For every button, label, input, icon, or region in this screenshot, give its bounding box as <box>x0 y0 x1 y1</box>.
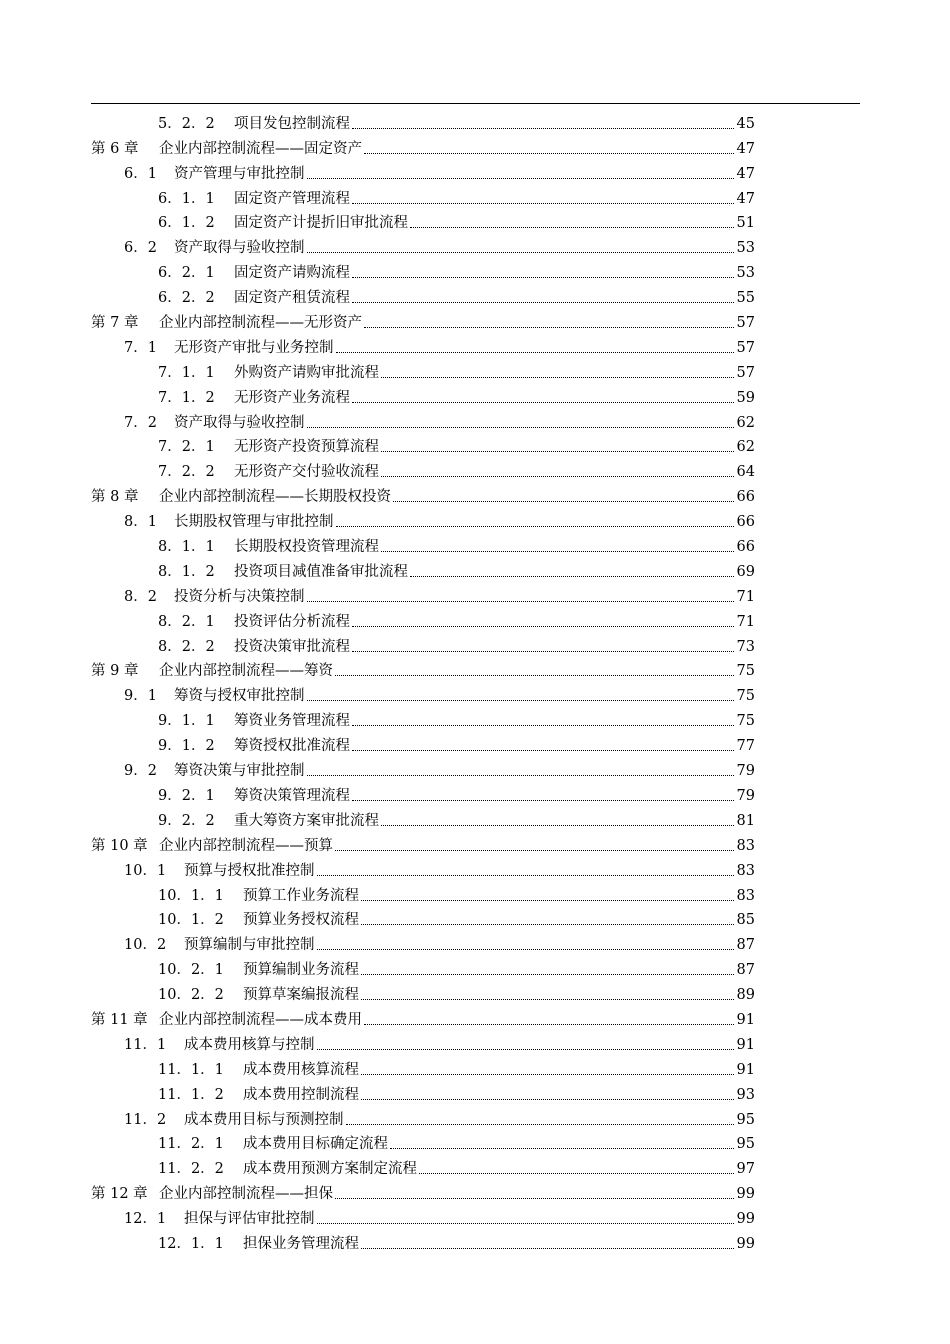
toc-leader-dots <box>352 302 734 303</box>
toc-entry-title: 固定资产管理流程 <box>234 190 350 207</box>
toc-entry-number: 6．1．2 <box>158 215 215 232</box>
toc-entry-title: 企业内部控制流程——无形资产 <box>159 315 362 332</box>
toc-leader-dots <box>352 402 734 403</box>
toc-entry-number: 第 7 章 <box>91 315 139 332</box>
toc-entry-page: 87 <box>736 962 755 979</box>
toc-subsection-entry[interactable] <box>91 780 755 805</box>
toc-entry-page: 93 <box>736 1086 755 1103</box>
toc-leader-dots <box>346 1124 734 1125</box>
toc-entry-page: 66 <box>736 514 755 531</box>
toc-entry-title: 预算草案编报流程 <box>243 987 359 1004</box>
toc-subsection-entry[interactable] <box>91 108 755 133</box>
toc-subsection-entry[interactable] <box>91 905 755 930</box>
toc-section-entry[interactable] <box>91 332 755 357</box>
toc-subsection-entry[interactable] <box>91 1079 755 1104</box>
toc-leader-dots <box>390 1148 734 1149</box>
toc-section-entry[interactable] <box>91 1029 755 1054</box>
toc-entry-title: 预算编制业务流程 <box>243 962 359 979</box>
toc-subsection-entry[interactable] <box>91 208 755 233</box>
toc-entry-number: 8．2 <box>124 588 157 605</box>
toc-leader-dots <box>419 1173 734 1174</box>
toc-entry-page: 79 <box>736 763 755 780</box>
toc-leader-dots <box>317 949 734 950</box>
toc-entry-page: 47 <box>736 140 755 157</box>
toc-subsection-entry[interactable] <box>91 730 755 755</box>
toc-entry-number: 7．2．2 <box>158 464 215 481</box>
toc-entry-page: 83 <box>736 837 755 854</box>
toc-entry-number: 8．2．2 <box>158 638 215 655</box>
toc-entry-number: 第 8 章 <box>91 489 139 506</box>
toc-entry-title: 担保与评估审批控制 <box>184 1211 315 1228</box>
toc-leader-dots <box>410 227 734 228</box>
toc-section-entry[interactable] <box>91 1203 755 1228</box>
toc-subsection-entry[interactable] <box>91 432 755 457</box>
toc-entry-number: 8．1．1 <box>158 539 215 556</box>
toc-leader-dots <box>352 800 734 801</box>
toc-entry-title: 无形资产投资预算流程 <box>234 439 379 456</box>
toc-entry-page: 53 <box>736 240 755 257</box>
toc-entry-title: 投资分析与决策控制 <box>174 588 305 605</box>
toc-entry-title: 企业内部控制流程——预算 <box>159 837 333 854</box>
toc-entry-number: 11．2．1 <box>158 1136 224 1153</box>
table-of-contents <box>91 108 755 1253</box>
toc-leader-dots <box>307 252 734 253</box>
toc-leader-dots <box>352 626 734 627</box>
toc-leader-dots <box>335 1198 734 1199</box>
toc-entry-title: 重大筹资方案审批流程 <box>234 812 379 829</box>
toc-entry-number: 10．1．1 <box>158 887 224 904</box>
toc-entry-page: 99 <box>736 1186 755 1203</box>
toc-entry-number: 6．2 <box>124 240 157 257</box>
toc-entry-page: 99 <box>736 1211 755 1228</box>
toc-entry-page: 71 <box>736 588 755 605</box>
toc-leader-dots <box>364 327 734 328</box>
toc-leader-dots <box>361 924 734 925</box>
toc-entry-number: 12．1 <box>124 1211 167 1228</box>
toc-entry-page: 57 <box>736 339 755 356</box>
toc-entry-page: 59 <box>736 389 755 406</box>
toc-subsection-entry[interactable] <box>91 606 755 631</box>
toc-entry-title: 资产取得与验收控制 <box>174 240 305 257</box>
toc-entry-page: 53 <box>736 265 755 282</box>
toc-entry-page: 47 <box>736 190 755 207</box>
toc-subsection-entry[interactable] <box>91 979 755 1004</box>
toc-entry-title: 预算与授权批准控制 <box>184 862 315 879</box>
toc-entry-number: 8．1．2 <box>158 563 215 580</box>
toc-entry-page: 91 <box>736 1011 755 1028</box>
toc-entry-title: 固定资产请购流程 <box>234 265 350 282</box>
toc-subsection-entry[interactable] <box>91 1153 755 1178</box>
toc-leader-dots <box>364 1024 734 1025</box>
toc-section-entry[interactable] <box>91 158 755 183</box>
toc-leader-dots <box>335 850 734 851</box>
toc-subsection-entry[interactable] <box>91 456 755 481</box>
toc-entry-number: 10．1．2 <box>158 912 224 929</box>
toc-entry-number: 11．2．2 <box>158 1161 224 1178</box>
toc-section-entry[interactable] <box>91 407 755 432</box>
toc-entry-title: 筹资授权批准流程 <box>234 738 350 755</box>
toc-entry-title: 企业内部控制流程——长期股权投资 <box>159 489 391 506</box>
toc-leader-dots <box>361 1248 734 1249</box>
toc-entry-title: 成本费用目标确定流程 <box>243 1136 388 1153</box>
toc-chapter-entry[interactable] <box>91 481 755 506</box>
toc-entry-title: 长期股权投资管理流程 <box>234 539 379 556</box>
toc-entry-title: 担保业务管理流程 <box>243 1235 359 1252</box>
toc-subsection-entry[interactable] <box>91 282 755 307</box>
toc-entry-title: 企业内部控制流程——筹资 <box>159 663 333 680</box>
toc-section-entry[interactable] <box>91 232 755 257</box>
toc-entry-title: 企业内部控制流程——成本费用 <box>159 1011 362 1028</box>
toc-entry-title: 资产管理与审批控制 <box>174 165 305 182</box>
toc-chapter-entry[interactable] <box>91 656 755 681</box>
toc-entry-page: 91 <box>736 1036 755 1053</box>
toc-leader-dots <box>381 451 734 452</box>
toc-leader-dots <box>336 352 734 353</box>
toc-entry-number: 9．1．2 <box>158 738 215 755</box>
toc-entry-number: 第 12 章 <box>91 1186 148 1203</box>
toc-entry-number: 10．2 <box>124 937 167 954</box>
toc-entry-number: 11．1．1 <box>158 1061 224 1078</box>
toc-entry-page: 97 <box>736 1161 755 1178</box>
toc-subsection-entry[interactable] <box>91 382 755 407</box>
toc-entry-title: 企业内部控制流程——担保 <box>159 1186 333 1203</box>
toc-entry-title: 筹资决策管理流程 <box>234 787 350 804</box>
toc-entry-number: 10．2．1 <box>158 962 224 979</box>
toc-subsection-entry[interactable] <box>91 1054 755 1079</box>
toc-entry-page: 66 <box>736 489 755 506</box>
toc-leader-dots <box>361 1099 734 1100</box>
toc-leader-dots <box>381 825 734 826</box>
toc-entry-title: 外购资产请购审批流程 <box>234 364 379 381</box>
toc-entry-page: 87 <box>736 937 755 954</box>
toc-entry-title: 无形资产审批与业务控制 <box>174 339 334 356</box>
toc-leader-dots <box>352 277 734 278</box>
toc-entry-title: 预算编制与审批控制 <box>184 937 315 954</box>
toc-leader-dots <box>317 875 734 876</box>
toc-subsection-entry[interactable] <box>91 357 755 382</box>
toc-section-entry[interactable] <box>91 855 755 880</box>
toc-entry-number: 9．1 <box>124 688 157 705</box>
toc-leader-dots <box>381 551 734 552</box>
toc-subsection-entry[interactable] <box>91 1129 755 1154</box>
toc-entry-title: 成本费用预测方案制定流程 <box>243 1161 417 1178</box>
toc-chapter-entry[interactable] <box>91 1178 755 1203</box>
toc-leader-dots <box>352 203 734 204</box>
toc-entry-number: 7．2．1 <box>158 439 215 456</box>
toc-leader-dots <box>410 576 734 577</box>
toc-subsection-entry[interactable] <box>91 257 755 282</box>
toc-entry-number: 11．1．2 <box>158 1086 224 1103</box>
toc-leader-dots <box>307 178 734 179</box>
toc-entry-title: 成本费用核算流程 <box>243 1061 359 1078</box>
toc-entry-title: 固定资产租赁流程 <box>234 290 350 307</box>
toc-subsection-entry[interactable] <box>91 705 755 730</box>
toc-entry-page: 91 <box>736 1061 755 1078</box>
toc-leader-dots <box>307 700 734 701</box>
toc-leader-dots <box>361 974 734 975</box>
toc-leader-dots <box>361 999 734 1000</box>
toc-leader-dots <box>361 900 734 901</box>
toc-entry-page: 47 <box>736 165 755 182</box>
toc-entry-number: 11．1 <box>124 1036 167 1053</box>
toc-leader-dots <box>307 601 734 602</box>
toc-section-entry[interactable] <box>91 755 755 780</box>
toc-entry-number: 11．2 <box>124 1111 167 1128</box>
toc-entry-number: 8．1 <box>124 514 157 531</box>
toc-leader-dots <box>393 501 734 502</box>
toc-entry-title: 筹资与授权审批控制 <box>174 688 305 705</box>
toc-chapter-entry[interactable] <box>91 307 755 332</box>
toc-chapter-entry[interactable] <box>91 830 755 855</box>
toc-subsection-entry[interactable] <box>91 1228 755 1253</box>
toc-entry-page: 75 <box>736 663 755 680</box>
toc-entry-number: 7．2 <box>124 414 157 431</box>
toc-entry-title: 成本费用核算与控制 <box>184 1036 315 1053</box>
toc-leader-dots <box>352 750 734 751</box>
toc-leader-dots <box>317 1223 734 1224</box>
toc-entry-page: 69 <box>736 563 755 580</box>
toc-entry-page: 62 <box>736 439 755 456</box>
toc-entry-title: 成本费用目标与预测控制 <box>184 1111 344 1128</box>
toc-entry-number: 第 10 章 <box>91 837 148 854</box>
toc-entry-title: 成本费用控制流程 <box>243 1086 359 1103</box>
toc-entry-page: 83 <box>736 887 755 904</box>
toc-entry-page: 62 <box>736 414 755 431</box>
toc-entry-page: 81 <box>736 812 755 829</box>
toc-leader-dots <box>361 1074 734 1075</box>
toc-entry-page: 64 <box>736 464 755 481</box>
toc-entry-page: 83 <box>736 862 755 879</box>
toc-section-entry[interactable] <box>91 929 755 954</box>
toc-chapter-entry[interactable] <box>91 1004 755 1029</box>
toc-section-entry[interactable] <box>91 1104 755 1129</box>
toc-entry-page: 99 <box>736 1235 755 1252</box>
toc-entry-title: 无形资产业务流程 <box>234 389 350 406</box>
toc-entry-number: 9．1．1 <box>158 713 215 730</box>
toc-section-entry[interactable] <box>91 680 755 705</box>
toc-leader-dots <box>352 128 734 129</box>
toc-entry-number: 6．2．2 <box>158 290 215 307</box>
toc-entry-number: 7．1．1 <box>158 364 215 381</box>
toc-chapter-entry[interactable] <box>91 133 755 158</box>
toc-entry-page: 66 <box>736 539 755 556</box>
toc-entry-title: 投资项目减值准备审批流程 <box>234 563 408 580</box>
toc-entry-title: 资产取得与验收控制 <box>174 414 305 431</box>
toc-entry-page: 89 <box>736 987 755 1004</box>
toc-subsection-entry[interactable] <box>91 805 755 830</box>
toc-subsection-entry[interactable] <box>91 531 755 556</box>
toc-entry-number: 7．1．2 <box>158 389 215 406</box>
toc-entry-page: 95 <box>736 1111 755 1128</box>
toc-entry-title: 投资决策审批流程 <box>234 638 350 655</box>
toc-entry-page: 75 <box>736 713 755 730</box>
toc-entry-page: 55 <box>736 290 755 307</box>
toc-entry-number: 9．2．2 <box>158 812 215 829</box>
toc-leader-dots <box>381 476 734 477</box>
toc-subsection-entry[interactable] <box>91 183 755 208</box>
toc-entry-number: 7．1 <box>124 339 157 356</box>
toc-entry-page: 85 <box>736 912 755 929</box>
toc-entry-page: 51 <box>736 215 755 232</box>
toc-leader-dots <box>352 725 734 726</box>
toc-entry-page: 75 <box>736 688 755 705</box>
toc-subsection-entry[interactable] <box>91 954 755 979</box>
toc-leader-dots <box>335 675 734 676</box>
toc-leader-dots <box>336 526 734 527</box>
toc-section-entry[interactable] <box>91 581 755 606</box>
toc-section-entry[interactable] <box>91 506 755 531</box>
toc-entry-title: 筹资业务管理流程 <box>234 713 350 730</box>
toc-entry-page: 95 <box>736 1136 755 1153</box>
toc-entry-title: 投资评估分析流程 <box>234 613 350 630</box>
toc-entry-number: 10．2．2 <box>158 987 224 1004</box>
toc-entry-page: 77 <box>736 738 755 755</box>
toc-entry-number: 6．2．1 <box>158 265 215 282</box>
header-rule <box>91 103 860 104</box>
toc-entry-number: 8．2．1 <box>158 613 215 630</box>
toc-entry-number: 6．1．1 <box>158 190 215 207</box>
toc-leader-dots <box>352 651 734 652</box>
toc-entry-page: 57 <box>736 315 755 332</box>
toc-entry-page: 79 <box>736 787 755 804</box>
toc-entry-number: 6．1 <box>124 165 157 182</box>
toc-entry-number: 9．2 <box>124 763 157 780</box>
toc-entry-number: 12．1．1 <box>158 1235 224 1252</box>
toc-entry-title: 无形资产交付验收流程 <box>234 464 379 481</box>
toc-leader-dots <box>381 377 734 378</box>
toc-entry-title: 预算工作业务流程 <box>243 887 359 904</box>
toc-entry-page: 71 <box>736 613 755 630</box>
toc-entry-page: 45 <box>736 115 755 132</box>
toc-leader-dots <box>317 1049 734 1050</box>
toc-entry-number: 第 6 章 <box>91 140 139 157</box>
toc-leader-dots <box>307 775 734 776</box>
toc-entry-title: 企业内部控制流程——固定资产 <box>159 140 362 157</box>
toc-entry-page: 73 <box>736 638 755 655</box>
toc-subsection-entry[interactable] <box>91 631 755 656</box>
toc-leader-dots <box>307 427 734 428</box>
toc-subsection-entry[interactable] <box>91 880 755 905</box>
toc-entry-number: 第 9 章 <box>91 663 139 680</box>
toc-entry-number: 10．1 <box>124 862 167 879</box>
toc-entry-title: 固定资产计提折旧审批流程 <box>234 215 408 232</box>
toc-subsection-entry[interactable] <box>91 556 755 581</box>
toc-entry-number: 第 11 章 <box>91 1011 148 1028</box>
toc-entry-number: 9．2．1 <box>158 787 215 804</box>
toc-entry-number: 5．2．2 <box>158 115 215 132</box>
toc-entry-title: 筹资决策与审批控制 <box>174 763 305 780</box>
toc-leader-dots <box>364 153 734 154</box>
toc-entry-title: 预算业务授权流程 <box>243 912 359 929</box>
toc-entry-title: 项目发包控制流程 <box>234 115 350 132</box>
toc-entry-title: 长期股权管理与审批控制 <box>174 514 334 531</box>
toc-entry-page: 57 <box>736 364 755 381</box>
